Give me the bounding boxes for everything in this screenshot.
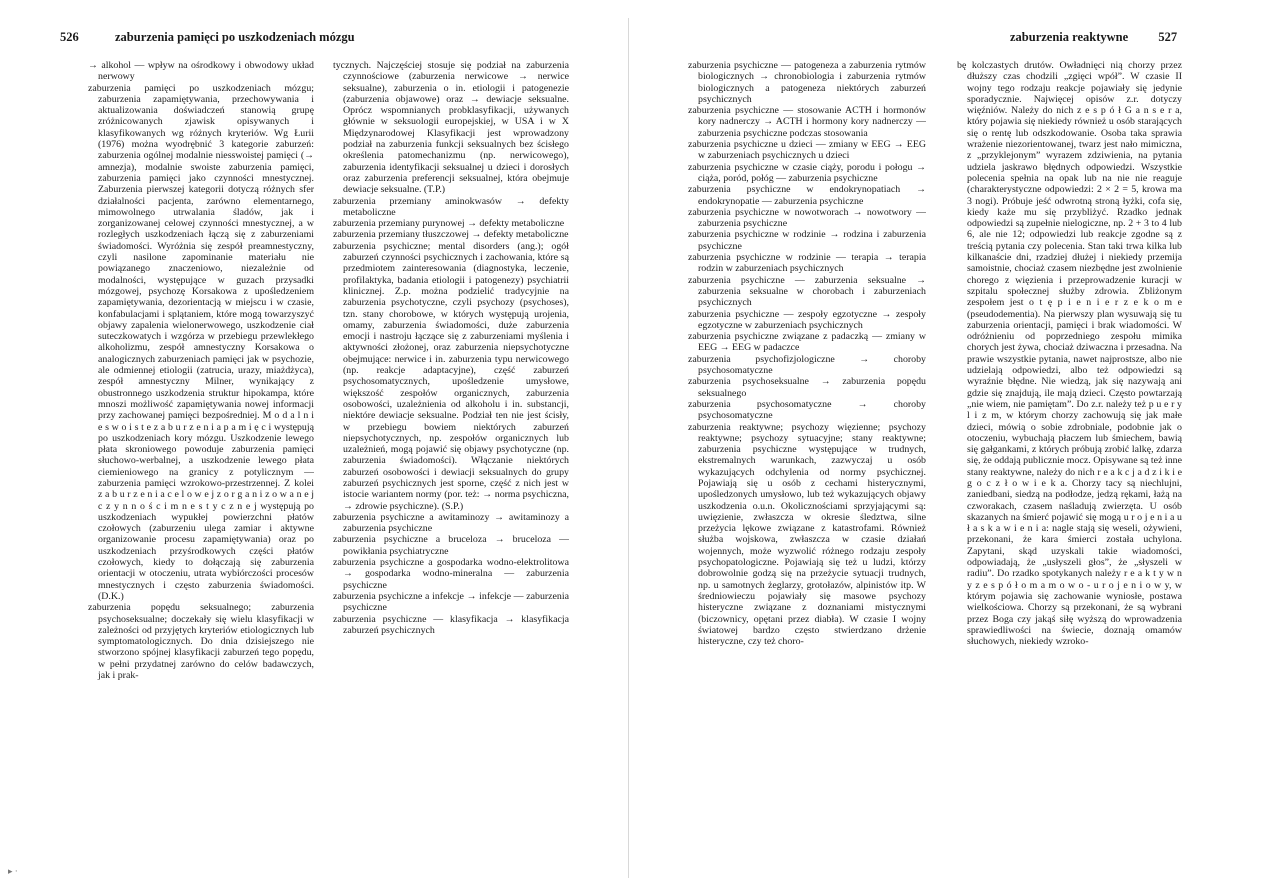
entry-paragraph: zaburzenia psychiczne — zaburzenia seksualne → zaburzenia seksualne w chorobach i zaburzeniach psychicznych xyxy=(688,274,926,309)
left-page-header xyxy=(60,30,355,45)
right-page-header xyxy=(1010,30,1177,45)
entry-paragraph: → alkohol — wpływ na ośrodkowy i obwodowy układ nerwowy xyxy=(88,60,314,83)
entry-paragraph: zaburzenia psychiczne a bruceloza → bruceloza — powikłania psychiatryczne xyxy=(333,534,569,557)
entry-paragraph: zaburzenia psychiczne — klasyfikacja → klasyfikacja zaburzeń psychicznych xyxy=(333,613,569,636)
entry-paragraph: zaburzenia psychosomatyczne → choroby psychosomatyczne xyxy=(688,398,926,422)
entry-paragraph: zaburzenia psychiczne a awitaminozy → awitaminozy a zaburzenia psychiczne xyxy=(333,511,569,535)
right-running-head: zaburzenia reaktywne xyxy=(1010,30,1129,44)
entry-paragraph: zaburzenia psychiczne; mental disorders (ang.); ogół zaburzeń czynności psychicznych i zachowania, które są przedmiotem zainteresowania (diagnostyka, leczenie, profilaktyka, badania etiologii i patogenezy) psychiatrii klinicznej. Z.p. można podzielić tradycyjnie na zaburzenia psychotyczne, czyli psychozy (psychoses), tzn. stany chorobowe, w których występują urojenia, omamy, zaburzenia świadomości, duże zaburzenia emocji i nastroju łączące się z zaburzeniami myślenia i aktywności złożonej, oraz zaburzenia niepsychotyczne obejmujące: nerwice i in. zaburzenia typu nerwicowego (np. reakcje adaptacyjne), część zaburzeń psychosomatycznych, upośledzenie umysłowe, większość zespołów organicznych, zaburzenia osobowości, uzależnienia od alkoholu i in. substancji, niektóre dewiacje seksualne. Podział ten nie jest ścisły, w przebiegu bowiem niektórych zaburzeń niepsychotycznych, np. zespołów organicznych lub uzależnień, mogą pojawić się objawy psychotyczne (np. zaburzenia świadomości). Włączanie niektórych zaburzeń osobowości i dewiacji seksualnych do grupy zaburzeń psychicznych jest sporne, część z nich jest w istocie wariantem normy (por. też: → norma psychiczna, → zdrowie psychiczne). (S.P.) xyxy=(333,240,569,512)
entry-paragraph: zaburzenia reaktywne; psychozy więzienne; psychozy reaktywne; psychozy sytuacyjne; stany reaktywne; zaburzenia psychiczne występujące w trudnych, ekstremalnych warunkach, zazwyczaj u osób wykazujących odchylenia od normy psychicznej. Pojawiają się u osób z cechami histerycznymi, upośledzonych umysłowo, lub też wykazujących objawy uszkodzenia o.u.n. Okolicznościami sprzyjającymi są: uwięzienie, zwłaszcza w okresie śledztwa, silne przeżycia lękowe związane z katastrofami. Również służba wojskowa, zwłaszcza w czasie działań wojennych, może wyzwolić różnego rodzaju zespoły psychopatologiczne. Pojawiają się też u ludzi, którzy dobrowolnie godzą się na przeżycie sytuacji trudnych, np. u samotnych żeglarzy, grotołazów, alpinistów itp. W średniowieczu pojawiały się masowe psychozy histeryczne związane z doznaniami mistycznymi (biczownicy, opętani przez diabła). W czasie I wojny światowej bardzo często stwierdzano drżenie histeryczne, czy też choro- xyxy=(688,421,926,648)
entry-paragraph: zaburzenia psychiczne u dzieci — zmiany w EEG → EEG w zaburzeniach psychicznych u dzieci xyxy=(688,139,926,162)
entry-paragraph: zaburzenia psychiczne związane z padaczką — zmiany w EEG → EEG w padaczce xyxy=(688,331,926,354)
left-running-head: zaburzenia pamięci po uszkodzeniach mózgu xyxy=(115,30,355,44)
entry-paragraph: zaburzenia przemiany tłuszczowej → defekty metaboliczne xyxy=(333,229,569,241)
entry-paragraph: zaburzenia psychiczne w rodzinie — terapia → terapia rodzin w zaburzeniach psychicznych xyxy=(688,252,926,275)
entry-paragraph: zaburzenia przemiany purynowej → defekty metaboliczne xyxy=(333,218,565,230)
entry-paragraph: zaburzenia przemiany aminokwasów → defekty metaboliczne xyxy=(333,195,569,218)
entry-paragraph: zaburzenia psychofizjologiczne → choroby psychosomatyczne xyxy=(688,353,926,377)
entry-paragraph: tycznych. Najczęściej stosuje się podział na zaburzenia czynnościowe (zaburzenia nerwicowe → nerwice seksualne), zaburzenia o in. etiologii i patogenezie (zaburzenia objawowe) oraz → dewiacje seksualne. Oprócz wspomnianych probklasyfikacji, używanych głównie w seksuologii europejskiej, w USA i w X Międzynarodowej Klasyfikacji jest wprowadzony podział na zaburzenia funkcji seksualnych bez ścisłego określenia patomechanizmu (np. nerwicowego), zaburzenia identyfikacji seksualnej u dzieci i dorosłych oraz zaburzenia preferencji seksualnej, która obejmuje dewiacje seksualne. (T.P.) xyxy=(333,60,569,196)
entry-paragraph: zaburzenia psychoseksualne → zaburzenia popędu seksualnego xyxy=(688,376,926,399)
entry-paragraph: zaburzenia psychiczne — stosowanie ACTH i hormonów kory nadnerczy → ACTH i hormony kory nadnerczy — zaburzenia psychiczne podczas stosowania xyxy=(688,105,926,139)
entry-paragraph: zaburzenia pamięci po uszkodzeniach mózgu; zaburzenia zapamiętywania, przechowywania i aktualizowania doświadczeń stanowią grupę zróżnicowanych zjawisk opisywanych i klasyfikowanych wg różnych kryteriów. Wg Łurii (1976) można wyodrębnić 3 kategorie zaburzeń: zaburzenia ogólnej modalnie niesswoistej pamięci (→ amnezja), modalnie swoiste zaburzenia pamięci, zaburzenia pamięci jako czynności mnestycznej. Zaburzenia pierwszej kategorii dotyczą różnych sfer działalności pacjenta, zarówno elementarnego, mimowolnego utrwalania śladów, jak i zorganizowanej celowej czynności mnestycznej, a w rozległych uszkodzeniach łączą się z zaburzeniami świadomości. Wyróżnia się zespół preamnestyczny, czyli nasilone zapominanie materiału nie powiązanego znaczeniowo, niezależnie od modalności, występujące w guzach przysadki mózgowej, psychozę Korsakowa z upośledzeniem zapamiętywania, dezorientacją w miejscu i w czasie, konfabulacjami i splątaniem, które mogą towarzyszyć objawy zapalenia wielonerwowego, uszkodzenie ciał suteczkowatych i wzgórza w przebiegu przewlekłego alkoholizmu, zespół amnestyczny Korsakowa o analogicznych zaburzeniach pamięci jak w psychozie, ale odmiennej etiologii (zatrucia, urazy, miażdżyca), zespół amnestyczny Milner, wynikający z obustronnego uszkodzenia struktur hipokampa, które mnoszi możliwość zapamiętywania nowej informacji przy zachowanej pamięci bezpośredniej. M o d a l n i e s w o i s t e z a b u r z e n i a p a m i ę c i występują po uszkodzeniach kory mózgu. Uszkodzenie lewego płata skroniowego powoduje zaburzenia pamięci słuchowo-werbalnej, a uszkodzenie lewego płata ciemieniowego na granicy z potylicznym — zaburzenia pamięci wzrokowo-przestrzennej. Z kolei z a b u r z e n i a c e l o w e j z o r g a n i z o w a n e j c z y n n o ś c i m n e s t y c z n e j występują po uszkodzeniach wypukłej powierzchni płatów czołowych (zaburzeniu ulega zamiar i aktywne organizowanie procesu zapamiętywania) oraz po uszkodzeniach przyśrodkowych części płatów czołowych, kiedy to dołączają się zaburzenia orientacji w otoczeniu, utrata wybiórczości procesów mnestycznych i często zaburzenia świadomości. (D.K.) xyxy=(88,82,314,602)
entry-paragraph: zaburzenia psychiczne a infekcje → infekcje — zaburzenia psychiczne xyxy=(333,590,569,614)
entry-paragraph: zaburzenia psychiczne w rodzinie → rodzina i zaburzenia psychiczne xyxy=(688,229,926,252)
entry-paragraph: zaburzenia psychiczne w czasie ciąży, porodu i połogu → ciąża, poród, połóg — zaburzenia psychiczne xyxy=(688,161,926,184)
entry-paragraph: zaburzenia popędu seksualnego; zaburzenia psychoseksualne; doczekały się wielu klasyfikacji w zależności od przyjętych kryteriów etiologicznych lub symptomatologicznych. Do dnia dzisiejszego nie stworzono spójnej klasyfikacji zaburzeń tego popędu, w pełni przydatnej zarówno do celów badawczych, jak i prak- xyxy=(88,602,314,682)
entry-paragraph: zaburzenia psychiczne w nowotworach → nowotwory — zaburzenia psychiczne xyxy=(688,206,926,230)
text-column-2 xyxy=(333,60,569,830)
scan-mark: ▸ · xyxy=(8,866,18,876)
text-column-3 xyxy=(688,60,926,830)
entry-paragraph: zaburzenia psychiczne — patogeneza a zaburzenia rytmów biologicznych → chronobiologia i zaburzenia rytmów biologicznych a patogeneza niektórych zaburzeń psychicznych xyxy=(688,60,926,105)
text-column-4 xyxy=(957,60,1182,830)
entry-paragraph: bę kolczastych drutów. Owładnięci nią chorzy przez dłuższy czas chodzili „zgięci wpół”. W czasie II wojny tego rodzaju reakcje pojawiały się jedynie sporadycznie. Najwięcej opisów z.r. dotyczy więźniów. Należy do nich z e s p ó ł G a n s e r a, który pojawia się niekiedy również u osób starających się o rentę lub odszkodowanie. Osoba taka sprawia wrażenie niezorientowanej, twarz jest nało mimiczna, z „przyklejonym” wyrazem zdziwienia, na pytania udziela jaskrawo błędnych odpowiedzi. Wszystkie polecenia spełnia na opak lub na nie nie reaguje (charakterystyczne odpowiedzi: 2 × 2 = 5, krowa ma 3 nogi). Próbuje jeść odwrotną stroną łyżki, cofa się, kiedy każe mu się przybliżyć. Rzadko jednak odpowiedzi są zupełnie nielogiczne, np. 2 + 3 to 4 lub 6, ale nie 12; odpowiedzi lub reakcje zgodne są z treścią pytania czy polecenia. Stan taki trwa kilka lub kilkanaście dni, rzadziej dłużej i niekiedy przemija samoistnie, chociaż czasem niezbędne jest zwolnienie chorego z więzienia i przeprowadzenie kuracji w szpitalu społecznej służby zdrowia. Zbliżonym zespołem jest o t ę p i e n i e r z e k o m e (pseudodementia). Na pierwszy plan wysuwają się tu zaburzenia orientacji, pamięci i brak wiadomości. W odróżnieniu od poprzedniego zespołu mimika chorych jest żywa, chociaż dziwaczna i przesadna. Na prawie wszystkie pytania, nawet najprostsze, albo nie udzielają odpowiedzi, albo też odpowiedzi są wyraźnie błędne. Nie wiedzą, jak się nazywają ani gdzie się znajdują, ile mają dzieci. Często powtarzają „nie wiem, nie pamiętam”. Do z.r. należy też p u e r y l i z m, w którym chorzy zachowują się jak małe dzieci, mówią o sobie zdrobniale, podobnie jak o otoczeniu, wybuchają płaczem lub śmiechem, bawią się gałgankami, z których próbują zrobić lalkę, zdarza się, że oddają publicznie mocz. Opisywane są też inne stany reaktywne, należy do nich r e a k c j a d z i k i e g o c z ł o w i e k a. Chorzy tacy są niechlujni, zaniedbani, siedzą na podłodze, jedzą rękami, łażą na czworakach, czasem naśladują zwierzęta. U osób skazanych na śmierć pojawić się mogą u r o j e n i a u ł a s k a w i e n i a: nagle stają się weseli, ożywieni, przekonani, że kara śmierci została uchylona. Zapytani, skąd uzyskali takie wiadomości, odpowiadają, że „usłyszeli głos”, że „słyszeli w radiu”. Do rzadko spotykanych należy r e a k t y w n y z e s p ó ł o m a m o w o - u r o j e n i o w y, w którym pojawia się zachowanie wyniosłe, postawa wielkościowa. Chorzy są przekonani, że są wybrani przez Boga czy jakąś siłę wyższą do wprowadzenia sprawiedliwości na świecie, doznają omamów słuchowych, niekiedy wzroko- xyxy=(957,60,1182,648)
text-column-1 xyxy=(88,60,314,830)
entry-paragraph: zaburzenia psychiczne w endokrynopatiach → endokrynopatie — zaburzenia psychiczne xyxy=(688,184,926,207)
entry-paragraph: zaburzenia psychiczne a gospodarka wodno-elektrolitowa → gospodarka wodno-mineralna — zaburzenia psychiczne xyxy=(333,557,569,591)
page-gutter xyxy=(628,18,629,878)
entry-paragraph: zaburzenia psychiczne — zespoły egzotyczne → zespoły egzotyczne w zaburzeniach psychicznych xyxy=(688,308,926,331)
right-page-number: 527 xyxy=(1158,30,1178,44)
left-page-number: 526 xyxy=(60,30,79,44)
